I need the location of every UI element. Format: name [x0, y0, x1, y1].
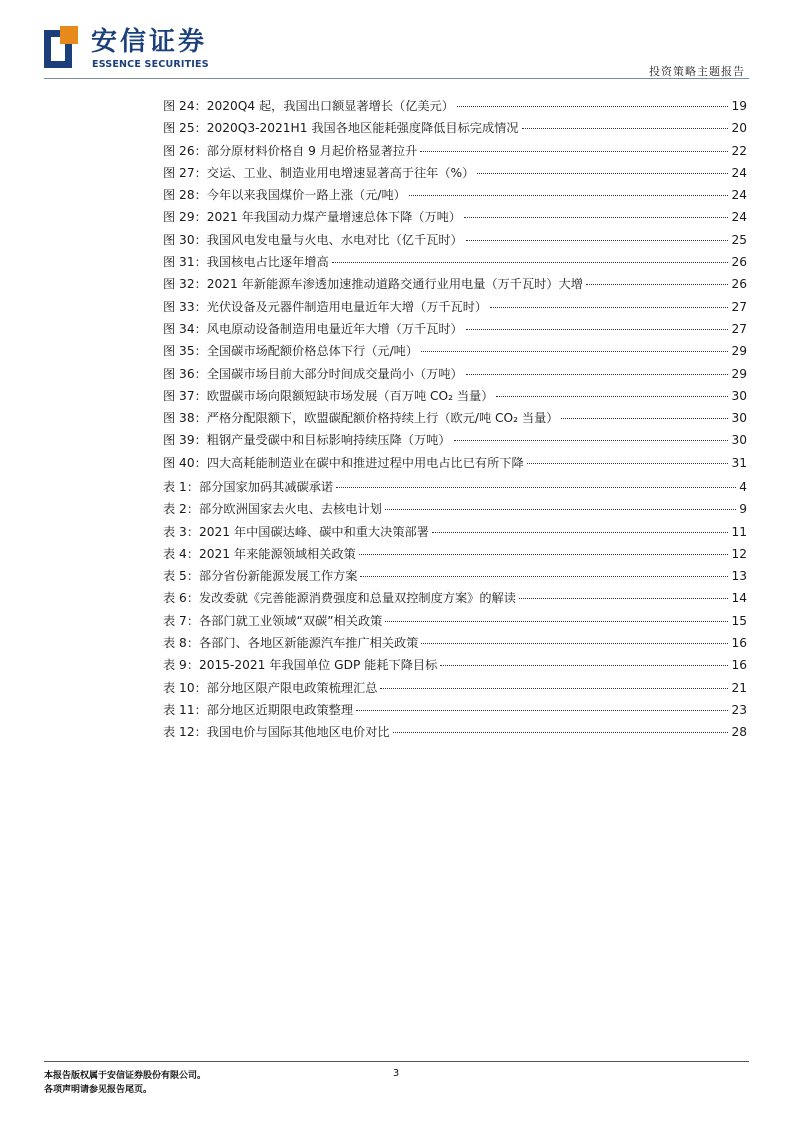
figure-entry-page-number: 24: [731, 210, 747, 225]
logo-english-name: ESSENCE SECURITIES: [92, 59, 209, 70]
table-entry-title: 表 7：各部门就工业领域“双碳”相关政策: [163, 613, 383, 628]
figure-entry-page-number: 30: [731, 411, 747, 426]
dot-leader: [420, 151, 728, 152]
table-entry[interactable]: [163, 476, 747, 498]
logo-chinese-name: 安信证券: [91, 27, 208, 57]
table-entry-title: 表 8：各部门、各地区新能源汽车推广相关政策: [163, 636, 419, 651]
dot-leader: [527, 463, 729, 464]
dot-leader: [359, 554, 729, 555]
dot-leader: [454, 440, 729, 441]
figure-entry-page-number: 29: [731, 366, 747, 381]
dot-leader: [409, 195, 729, 196]
figure-entry[interactable]: [163, 206, 747, 228]
figure-entry[interactable]: [163, 273, 747, 295]
dot-leader: [490, 307, 728, 308]
table-entry[interactable]: [163, 543, 747, 565]
figure-entry[interactable]: [163, 452, 747, 474]
table-entry-title: 表 12：我国电价与国际其他地区电价对比: [163, 725, 390, 740]
figure-entry-title: 图 35：全国碳市场配额价格总体下行（元/吨）: [163, 344, 419, 359]
table-entry-page-number: 21: [731, 680, 747, 695]
dot-leader: [522, 128, 729, 129]
table-entry-page-number: 23: [731, 702, 747, 717]
figure-entry[interactable]: [163, 318, 747, 340]
dot-leader: [586, 284, 729, 285]
figure-entry-page-number: 22: [731, 143, 747, 158]
table-entry[interactable]: [163, 521, 747, 543]
figure-entry-title: 图 31：我国核电占比逐年增高: [163, 255, 329, 270]
figure-entry[interactable]: [163, 162, 747, 184]
table-entry[interactable]: [163, 721, 747, 743]
figure-entry-page-number: 26: [731, 255, 747, 270]
dot-leader: [466, 240, 729, 241]
figure-entry[interactable]: [163, 363, 747, 385]
dot-leader: [336, 487, 736, 488]
disclaimer-notice: 各项声明请参见报告尾页。: [44, 1085, 153, 1095]
figure-entry[interactable]: [163, 407, 747, 429]
figure-entry[interactable]: [163, 95, 747, 117]
copyright-notice: 本报告版权属于安信证券股份有限公司。: [44, 1071, 207, 1081]
figure-entry[interactable]: [163, 429, 747, 451]
figure-entry[interactable]: [163, 117, 747, 139]
figure-entry-title: 图 32：2021 年新能源车渗透加速推动道路交通行业用电量（万千瓦时）大增: [163, 277, 583, 292]
essence-logo-icon: [44, 26, 80, 70]
table-index: [163, 476, 747, 744]
figure-entry[interactable]: [163, 340, 747, 362]
table-entry[interactable]: [163, 654, 747, 676]
dot-leader: [393, 732, 729, 733]
figure-entry-title: 图 34：风电原动设备制造用电量近年大增（万千瓦时）: [163, 321, 463, 336]
table-entry[interactable]: [163, 632, 747, 654]
dot-leader: [385, 509, 736, 510]
figure-entry[interactable]: [163, 184, 747, 206]
dot-leader: [332, 262, 729, 263]
figure-entry-title: 图 26：部分原材料价格自 9 月起价格显著拉升: [163, 143, 418, 158]
figure-entry[interactable]: [163, 229, 747, 251]
table-entry-title: 表 9：2015-2021 年我国单位 GDP 能耗下降目标: [163, 658, 438, 673]
figure-entry[interactable]: [163, 251, 747, 273]
dot-leader: [360, 576, 728, 577]
table-entry-page-number: 4: [739, 480, 747, 494]
table-entry-title: 表 2：部分欧洲国家去火电、去核电计划: [163, 502, 382, 517]
figure-entry[interactable]: [163, 140, 747, 162]
figure-entry-title: 图 38：严格分配限额下，欧盟碳配额价格持续上行（欧元/吨 CO₂ 当量）: [163, 411, 559, 426]
table-entry[interactable]: [163, 498, 747, 520]
table-entry[interactable]: [163, 677, 747, 699]
header-divider: [44, 78, 749, 79]
figure-entry-page-number: 24: [731, 188, 747, 203]
dot-leader: [440, 665, 728, 666]
table-entry-page-number: 13: [731, 569, 747, 584]
report-type-label: 投资策略主题报告: [649, 65, 745, 78]
table-entry-title: 表 10：部分地区限产限电政策梳理汇总: [163, 680, 378, 695]
dot-leader: [519, 598, 729, 599]
figure-entry-page-number: 31: [731, 455, 747, 470]
dot-leader: [477, 173, 728, 174]
dot-leader: [356, 710, 728, 711]
dot-leader: [464, 217, 728, 218]
figure-entry-title: 图 28：今年以来我国煤价一路上涨（元/吨）: [163, 188, 406, 203]
figure-entry-title: 图 27：交运、工业、制造业用电增速显著高于往年（%）: [163, 165, 475, 180]
dot-leader: [496, 396, 728, 397]
figure-entry-title: 图 29：2021 年我国动力煤产量增速总体下降（万吨）: [163, 210, 462, 225]
figure-entry[interactable]: [163, 385, 747, 407]
table-entry-page-number: 28: [731, 725, 747, 740]
dot-leader: [421, 351, 728, 352]
page-number: 3: [392, 1068, 400, 1079]
dot-leader: [421, 643, 728, 644]
figure-entry-page-number: 24: [731, 165, 747, 180]
figure-entry-page-number: 29: [731, 344, 747, 359]
table-entry-page-number: 16: [731, 658, 747, 673]
dot-leader: [385, 621, 728, 622]
figure-entry-title: 图 37：欧盟碳市场向限额短缺市场发展（百万吨 CO₂ 当量）: [163, 388, 494, 403]
figure-entry-page-number: 19: [731, 99, 747, 113]
dot-leader: [380, 688, 728, 689]
table-entry[interactable]: [163, 565, 747, 587]
figure-index: [163, 95, 747, 474]
figure-entry-page-number: 30: [731, 388, 747, 403]
dot-leader: [457, 106, 728, 107]
figure-entry-page-number: 20: [731, 121, 747, 136]
figure-entry-title: 图 25：2020Q3-2021H1 我国各地区能耗强度降低目标完成情况: [163, 121, 519, 136]
figure-entry-title: 图 30：我国风电发电量与火电、水电对比（亿千瓦时）: [163, 232, 463, 247]
table-entry-title: 表 1：部分国家加码其减碳承诺: [163, 480, 334, 494]
figure-entry[interactable]: [163, 296, 747, 318]
table-entry-page-number: 14: [731, 591, 747, 606]
table-entry-title: 表 4：2021 年来能源领域相关政策: [163, 546, 356, 561]
figure-entry-title: 图 36：全国碳市场目前大部分时间成交量尚小（万吨）: [163, 366, 463, 381]
dot-leader: [561, 418, 728, 419]
table-entry-title: 表 3：2021 年中国碳达峰、碳中和重大决策部署: [163, 524, 429, 539]
figure-entry-title: 图 33：光伏设备及元器件制造用电量近年大增（万千瓦时）: [163, 299, 488, 314]
table-entry-page-number: 11: [731, 524, 747, 539]
page-header: [0, 0, 793, 80]
table-entry[interactable]: [163, 610, 747, 632]
figure-entry-title: 图 40：四大高耗能制造业在碳中和推进过程中用电占比已有所下降: [163, 455, 524, 470]
table-entry-title: 表 11：部分地区近期限电政策整理: [163, 702, 354, 717]
figure-entry-title: 图 24：2020Q4 起，我国出口额显著增长（亿美元）: [163, 99, 454, 113]
dot-leader: [466, 374, 729, 375]
figure-entry-page-number: 30: [731, 433, 747, 448]
table-entry-page-number: 15: [731, 613, 747, 628]
dot-leader: [466, 329, 729, 330]
footer-divider: [44, 1061, 749, 1062]
table-entry-page-number: 12: [731, 546, 747, 561]
figure-entry-page-number: 27: [731, 299, 747, 314]
table-entry-page-number: 16: [731, 636, 747, 651]
table-entry-page-number: 9: [739, 502, 747, 517]
table-entry[interactable]: [163, 587, 747, 609]
figure-entry-page-number: 27: [731, 321, 747, 336]
table-entry[interactable]: [163, 699, 747, 721]
dot-leader: [432, 532, 729, 533]
figure-entry-title: 图 39：粗钢产量受碳中和目标影响持续压降（万吨）: [163, 433, 451, 448]
table-entry-title: 表 6：发改委就《完善能源消费强度和总量双控制度方案》的解读: [163, 591, 516, 606]
figure-entry-page-number: 26: [731, 277, 747, 292]
table-entry-title: 表 5：部分省份新能源发展工作方案: [163, 569, 358, 584]
figure-entry-page-number: 25: [731, 232, 747, 247]
